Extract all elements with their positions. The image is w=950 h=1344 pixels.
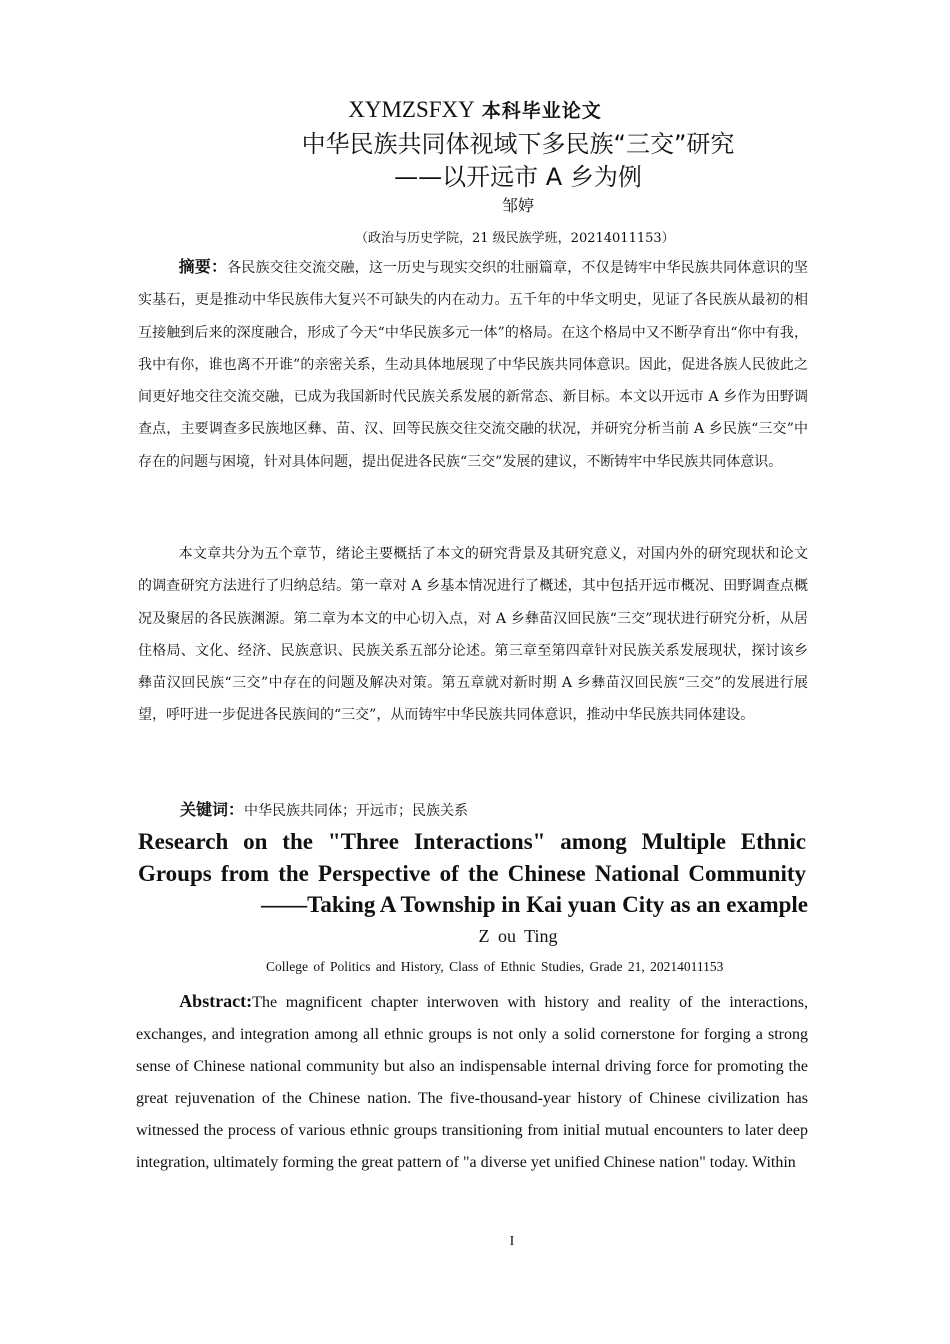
chinese-author: 邹婷 (501, 196, 534, 215)
chinese-abstract (138, 251, 808, 478)
english-abstract-text: The magnificent chapter interwoven with history and reality of the interactions, exchanges, and integration among all ethnic groups is not only a solid cornerstone for forging a strong sense of Chinese national community but also an indispensable internal driving force for promoting the great rejuvenation of the Chinese nation. The five-thousand-year history of Chinese civilization has witnessed the process of various ethnic groups transitioning from initial mutual encounters to later deep integration, ultimately forming the great pattern of "a diverse yet unified Chinese nation" today. Within (136, 994, 808, 1171)
english-abstract (136, 985, 808, 1179)
thesis-header (0, 96, 950, 123)
chinese-keywords-label: 关键词： (180, 800, 245, 819)
english-title-line-1: Research on the "Three Interactions" among Multiple Ethnic (138, 829, 806, 854)
chinese-keywords-text: 中华民族共同体；开远市；民族关系 (244, 803, 469, 819)
chinese-subtitle: ——以开远市 A 乡为例 (394, 163, 642, 191)
chinese-keywords (180, 797, 468, 820)
chinese-title: 中华民族共同体视域下多民族“三交”研究 (301, 130, 735, 158)
chinese-abstract-paragraph-2: 本文章共分为五个章节，绪论主要概括了本文的研究背景及其研究意义，对国内外的研究现状和论文的调查研究方法进行了归纳总结。第一章对 A 乡基本情况进行了概述，其中包括开远市概况、田野调查点概况及聚居的各民族渊源。第二章为本文的中心切入点，对 A 乡彝苗汉回民族“三交”现状进行研究分析，从居住格局、文化、经济、民族意识、民族关系五部分论述。第三章至第四章针对民族关系发展现状，探讨该乡彝苗汉回民族“三交”中存在的问题及解决对策。第五章就对新时期 A 乡彝苗汉回民族“三交”的发展进行展望，呼吁进一步促进各民族间的“三交”，从而铸牢中华民族共同体意识，推动中华民族共同体建设。 (138, 546, 808, 724)
thesis-type-label: 本科毕业论文 (481, 100, 602, 122)
chinese-abstract-label: 摘要： (178, 257, 228, 276)
english-subtitle: ——Taking A Township in Kai yuan City as an example (261, 892, 808, 917)
chinese-affiliation: （政治与历史学院，21 级民族学班，20214011153） (355, 231, 675, 246)
english-author: Z ou Ting (478, 926, 558, 946)
english-title-line-2: Groups from the Perspective of the Chinese National Community (138, 860, 806, 886)
english-abstract-label: Abstract: (179, 991, 253, 1011)
page-number: I (509, 1234, 515, 1249)
english-affiliation: College of Politics and History, Class of Ethnic Studies, Grade 21, 20214011153 (266, 959, 724, 974)
english-title (138, 826, 806, 921)
chinese-abstract-text: 各民族交往交流交融，这一历史与现实交织的壮丽篇章，不仅是铸牢中华民族共同体意识的坚实基石，更是推动中华民族伟大复兴不可缺失的内在动力。五千年的中华文明史，见证了各民族从最初的相互接触到后来的深度融合，形成了今天“中华民族多元一体”的格局。在这个格局中又不断孕育出“你中有我，我中有你，谁也离不开谁”的亲密关系，生动具体地展现了中华民族共同体意识。因此，促进各族人民彼此之间更好地交往交流交融，已成为我国新时代民族关系发展的新常态、新目标。本文以开远市 A 乡作为田野调查点，主要调查多民族地区彝、苗、汉、回等民族交往交流交融的状况，并研究分析当前 A 乡民族“三交”中存在的问题与困境，针对具体问题，提出促进各民族“三交”发展的建议，不断铸牢中华民族共同体意识。 (138, 260, 808, 470)
institution-code: XYMZSFXY (348, 97, 475, 122)
